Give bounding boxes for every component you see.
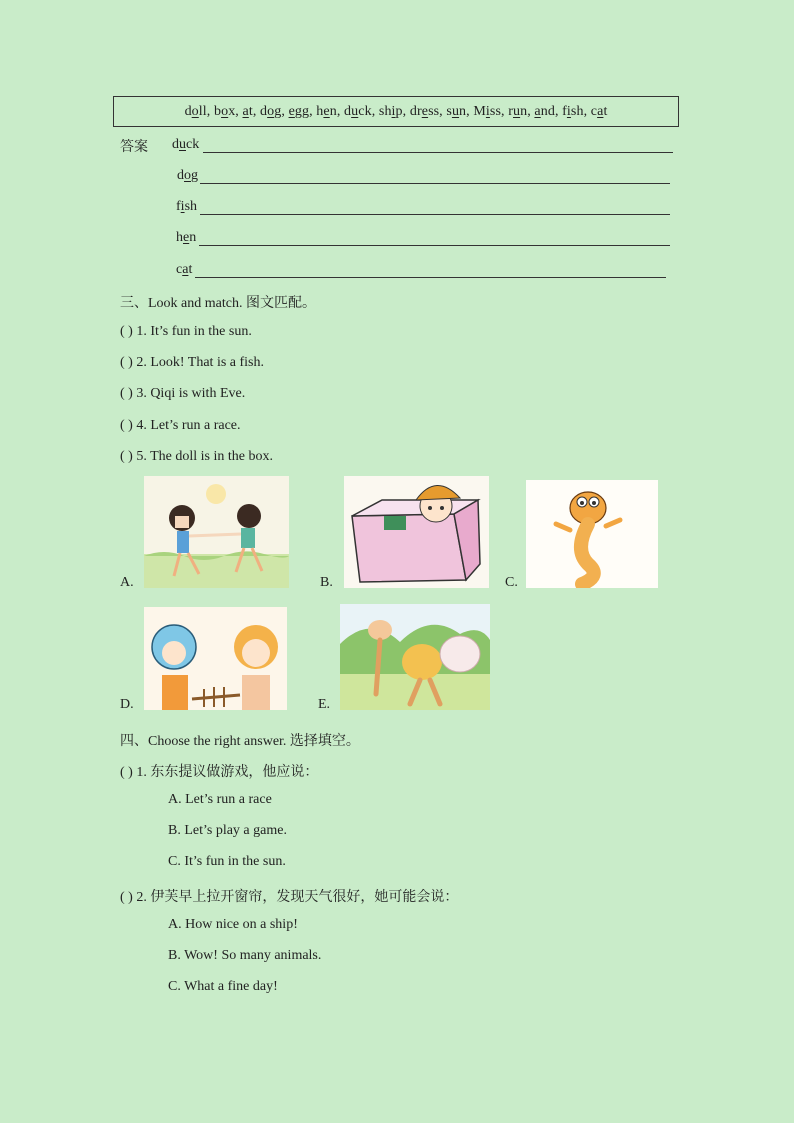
answer-line-1: [203, 152, 673, 153]
match-item-2: ( ) 2. Look! That is a fish.: [120, 355, 264, 370]
word-box-word-end: ck: [358, 103, 372, 119]
word-box: [113, 96, 679, 127]
word-box-word-end: g: [274, 103, 282, 119]
word-box-word-end: x: [228, 103, 236, 119]
word-box-word-start: M: [473, 103, 486, 119]
section4-title: 四、Choose the right answer. 选择填空。: [120, 734, 360, 749]
word-box-word: [260, 104, 281, 120]
answer-line-4: [199, 245, 670, 246]
word-separator: ,: [501, 103, 509, 119]
word-box-word-underlined-letter: a: [242, 103, 249, 119]
word-box-word: [214, 104, 235, 120]
word-box-word-underlined-letter: u: [451, 103, 460, 119]
question-1-option-c: C. It’s fun in the sun.: [168, 854, 286, 869]
word-box-word-start: sh: [378, 103, 392, 119]
answer-word-underlined-letter: o: [184, 168, 191, 183]
word-box-word-start: dr: [409, 103, 422, 119]
word-box-word-underlined-letter: i: [566, 103, 571, 119]
word-box-word: [562, 104, 583, 120]
answer-word-3: [176, 199, 197, 215]
answer-word: [172, 137, 199, 152]
word-box-word-end: n: [520, 103, 528, 119]
word-separator: ,: [281, 103, 289, 119]
word-box-word: [591, 104, 608, 120]
word-box-word-underlined-letter: a: [597, 103, 604, 119]
word-box-word-underlined-letter: i: [391, 103, 396, 119]
answer-word-4: [176, 230, 196, 246]
animals-racing-image: [340, 604, 490, 710]
word-box-word-start: r: [508, 103, 513, 119]
word-separator: ,: [206, 103, 214, 119]
answer-word-2: [177, 168, 198, 184]
word-box-word-end: ss: [489, 103, 502, 119]
question-2-stem: ( ) 2. 伊芙早上拉开窗帘，发现天气很好，她可能会说：: [120, 890, 459, 905]
question-2-option-c: C. What a fine day!: [168, 979, 278, 994]
answer-line-2: [200, 183, 670, 184]
answer-word-1: [172, 137, 199, 153]
word-separator: ,: [336, 103, 345, 119]
answer-word-underlined-letter: i: [180, 199, 185, 214]
question-1-option-a: A. Let’s run a race: [168, 792, 272, 807]
word-box-word: [473, 104, 501, 120]
word-box-word-end: ss: [428, 103, 440, 119]
answer-word-end: g: [191, 168, 198, 183]
word-box-word-start: h: [316, 103, 324, 119]
word-box-word-underlined-letter: u: [513, 103, 521, 119]
match-item-1: ( ) 1. It’s fun in the sun.: [120, 324, 252, 339]
word-box-word-underlined-letter: a: [534, 103, 541, 119]
match-item-5: ( ) 5. The doll is in the box.: [120, 449, 273, 464]
word-box-word-end: n: [459, 103, 467, 119]
word-box-word-underlined-letter: o: [267, 103, 275, 119]
answer-word: [176, 230, 196, 245]
word-box-word: [534, 104, 555, 120]
word-box-word: [379, 104, 403, 120]
word-box-word-start: s: [446, 103, 452, 119]
word-box-word: [185, 104, 207, 120]
question-2-option-a: A. How nice on a ship!: [168, 917, 298, 932]
fish-image: [526, 480, 658, 588]
answer-line-5: [195, 277, 666, 278]
match-item-3: ( ) 3. Qiqi is with Eve.: [120, 386, 246, 401]
section3-title: 三、Look and match. 图文匹配。: [120, 296, 316, 311]
word-separator: ,: [466, 103, 474, 119]
word-separator: ,: [583, 103, 591, 119]
word-box-word-end: gg: [294, 103, 310, 119]
word-box-word-start: b: [213, 103, 222, 119]
word-box-word-end: nd: [540, 103, 555, 119]
image-label-b: B.: [320, 575, 333, 590]
question-1-stem: ( ) 1. 东东提议做游戏，他应说：: [120, 765, 319, 780]
answer-word-end: sh: [184, 199, 198, 214]
answer-word-end: n: [189, 230, 197, 245]
word-box-word-end: p: [395, 103, 403, 119]
image-label-c: C.: [505, 575, 518, 590]
doll-in-box-image: [344, 476, 489, 588]
word-separator: ,: [402, 103, 410, 119]
answer-word-end: ck: [186, 137, 200, 152]
word-box-word-underlined-letter: e: [323, 103, 330, 119]
word-separator: ,: [252, 103, 261, 119]
word-box-word-start: f: [562, 103, 567, 119]
word-box-word-underlined-letter: e: [421, 103, 429, 119]
question-1-option-b: B. Let’s play a game.: [168, 823, 287, 838]
word-box-word: [410, 104, 439, 120]
word-box-word-start: d: [344, 103, 352, 119]
word-separator: ,: [527, 103, 535, 119]
word-box-word-start: d: [184, 103, 192, 119]
question-2-option-b: B. Wow! So many animals.: [168, 948, 322, 963]
image-label-d: D.: [120, 697, 134, 712]
word-box-word-end: t: [603, 103, 608, 119]
word-box-word: [344, 104, 372, 120]
answer-word-5: [176, 262, 192, 278]
image-label-e: E.: [318, 697, 331, 712]
match-item-4: ( ) 4. Let’s run a race.: [120, 418, 241, 433]
word-box-word-underlined-letter: o: [221, 103, 229, 119]
word-separator: ,: [554, 103, 563, 119]
answer-word-end: t: [188, 262, 193, 277]
kids-playing-sun-image: [144, 476, 289, 588]
word-separator: ,: [309, 103, 317, 119]
word-box-word-underlined-letter: u: [351, 103, 359, 119]
word-box-word: [508, 104, 527, 120]
word-box-word-underlined-letter: i: [485, 103, 490, 119]
word-box-word-end: n: [329, 103, 337, 119]
word-box-word-start: d: [260, 103, 268, 119]
word-box-word-start: c: [590, 103, 598, 119]
word-box-word-end: sh: [570, 103, 584, 119]
answer-word: [176, 199, 197, 214]
word-box-word-end: t: [248, 103, 253, 119]
answer-word-start: d: [172, 137, 179, 152]
answer-word: [176, 262, 192, 277]
answer-word-start: h: [176, 230, 183, 245]
word-box-word: [243, 104, 253, 120]
qiqi-and-eve-image: [144, 607, 287, 710]
word-separator: ,: [371, 103, 379, 119]
answer-word-underlined-letter: e: [183, 230, 190, 245]
word-box-word: [316, 104, 337, 120]
answer-word-start: d: [177, 168, 184, 183]
answer-word-underlined-letter: a: [182, 262, 189, 277]
answer-word-start: c: [176, 262, 183, 277]
answer-label: 答案: [120, 140, 148, 155]
answer-word-start: f: [176, 199, 181, 214]
word-box-word-underlined-letter: o: [191, 103, 199, 119]
word-box-word: [446, 104, 466, 120]
word-separator: ,: [439, 103, 447, 119]
answer-line-3: [200, 214, 670, 215]
word-box-word-end: ll: [198, 103, 207, 119]
answer-word: [177, 168, 198, 183]
word-box-word-underlined-letter: e: [288, 103, 295, 119]
answer-word-underlined-letter: u: [179, 137, 186, 152]
word-box-word: [289, 104, 310, 120]
word-separator: ,: [235, 103, 243, 119]
image-label-a: A.: [120, 575, 134, 590]
